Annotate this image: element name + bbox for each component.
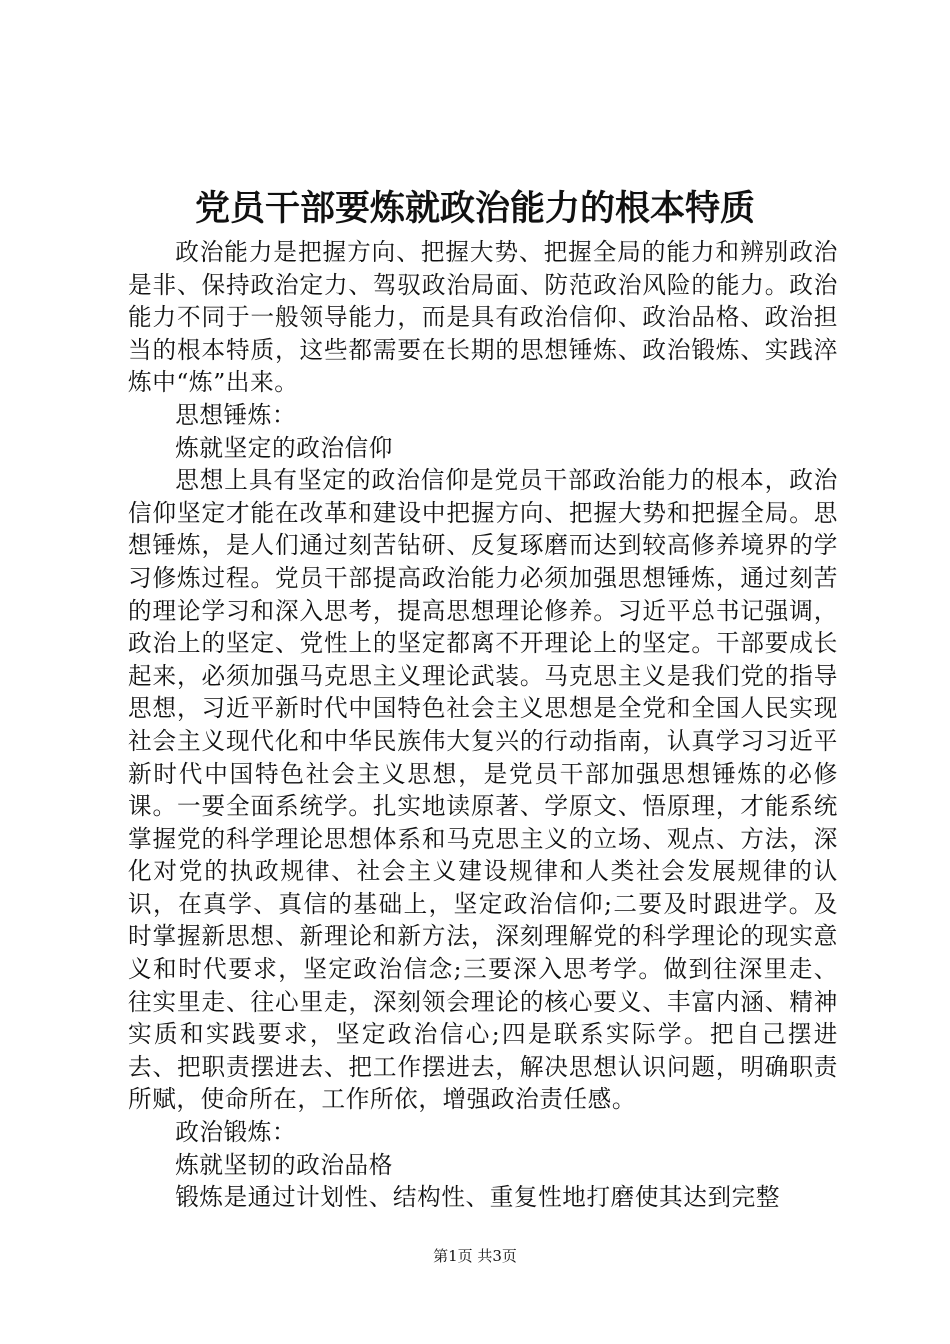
intro-paragraph: 政治能力是把握方向、把握大势、把握全局的能力和辨别政治是非、保持政治定力、驾驭政治局面、防范政治风险的能力。政治能力不同于一般领导能力，而是具有政治信仰、政治品格、政治担当的根本特质，这些都需要在长期的思想锤炼、政治锻炼、实践淬炼中“炼”出来。: [128, 238, 838, 397]
section-subheading-political-character: 炼就坚韧的政治品格: [175, 1150, 393, 1179]
page-number-footer: 第1页 共3页: [433, 1247, 517, 1265]
document-title: 党员干部要炼就政治能力的根本特质: [194, 188, 755, 229]
section-heading-thought-tempering: 思想锤炼：: [175, 400, 297, 429]
body-paragraph-political-training: 锻炼是通过计划性、结构性、重复性地打磨使其达到完整: [175, 1183, 781, 1212]
section-heading-political-training: 政治锻炼：: [175, 1118, 297, 1147]
document-body: [128, 236, 838, 1214]
body-paragraph-thought-tempering: 思想上具有坚定的政治信仰是党员干部政治能力的根本，政治信仰坚定才能在改革和建设中把握方向、把握大势和把握全局。思想锤炼，是人们通过刻苦钻研、反复琢磨而达到较高修养境界的学习修炼过程。党员干部提高政治能力必须加强思想锤炼，通过刻苦的理论学习和深入思考，提高思想理论修养。习近平总书记强调，政治上的坚定、党性上的坚定都离不开理论上的坚定。干部要成长起来，必须加强马克思主义理论武装。马克思主义是我们党的指导思想，习近平新时代中国特色社会主义思想是全党和全国人民实现社会主义现代化和中华民族伟大复兴的行动指南，认真学习习近平新时代中国特色社会主义思想，是党员干部加强思想锤炼的必修课。一要全面系统学。扎实地读原著、学原文、悟原理，才能系统掌握党的科学理论思想体系和马克思主义的立场、观点、方法，深化对党的执政规律、社会主义建设规律和人类社会发展规律的认识，在真学、真信的基础上，坚定政治信仰;二要及时跟进学。及时掌握新思想、新理论和新方法，深刻理解党的科学理论的现实意义和时代要求，坚定政治信念;三要深入思考学。做到往深里走、往实里走、往心里走，深刻领会理论的核心要义、丰富内涵、精神实质和实践要求，坚定政治信心;四是联系实际学。把自己摆进去、把职责摆进去、把工作摆进去，解决思想认识问题，明确职责所赋，使命所在，工作所依，增强政治责任感。: [128, 466, 838, 1114]
section-subheading-political-belief: 炼就坚定的政治信仰: [175, 433, 393, 462]
